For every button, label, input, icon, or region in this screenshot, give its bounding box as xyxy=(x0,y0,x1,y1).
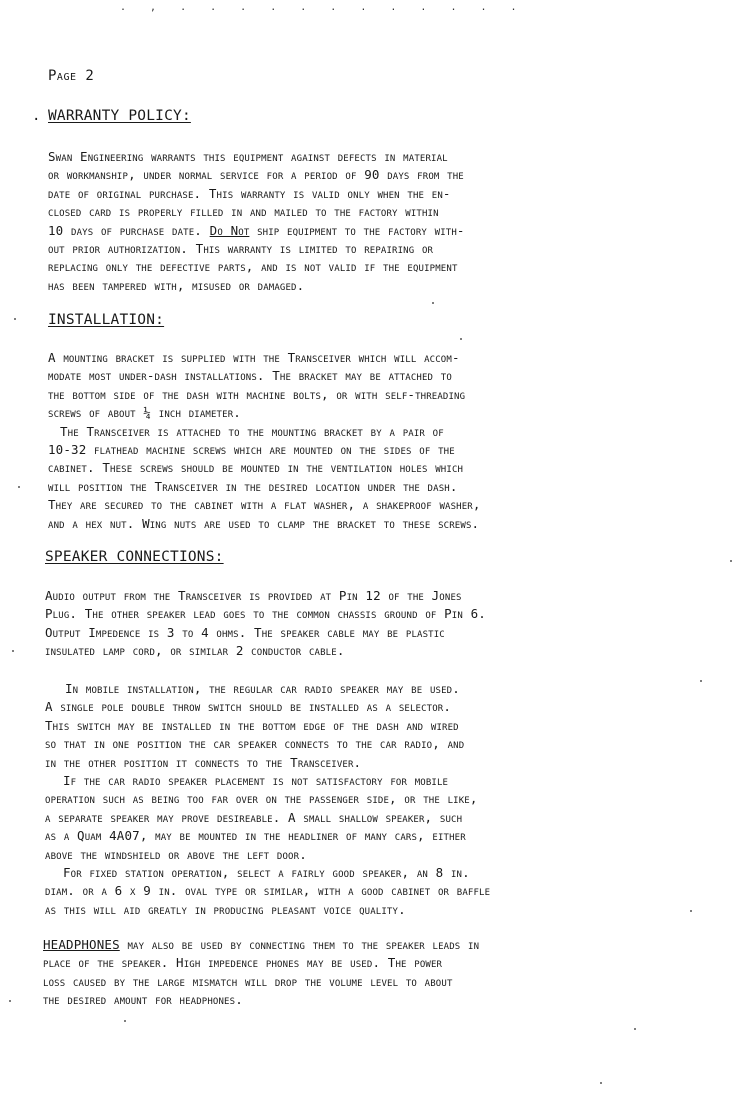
text-line: place of the speaker. High impedence phones may be used. The power xyxy=(43,955,443,971)
scan-speck xyxy=(634,1028,636,1030)
text-line: 10-32 flathead machine screws which are mounted on the sides of the xyxy=(48,441,455,457)
scan-speck xyxy=(460,338,462,340)
text-line: A mounting bracket is supplied with the Transceiver which will accom- xyxy=(48,350,460,365)
text-line: as this will aid greatly in producing pleasant voice quality. xyxy=(45,901,406,917)
speaker-paragraph-1 xyxy=(45,587,486,661)
scan-speck xyxy=(600,1082,602,1084)
text-line: or workmanship, under normal service for a period of 90 days from the xyxy=(48,167,464,183)
speaker-heading: SPEAKER CONNECTIONS: xyxy=(45,549,224,565)
installation-heading: INSTALLATION: xyxy=(48,312,165,328)
text-line: as a Quam 4A07, may be mounted in the headliner of many cars, either xyxy=(45,828,466,844)
text-line: date of original purchase. This warranty is valid only when the en- xyxy=(48,185,451,201)
text-fragment: 10 days of purchase date. xyxy=(48,222,202,238)
speaker-paragraph-3 xyxy=(43,936,479,1010)
scan-speck xyxy=(12,650,14,652)
text-line: Plug. The other speaker lead goes to the common chassis ground of Pin 6. xyxy=(45,606,486,622)
text-line: If the car radio speaker placement is not satisfactory for mobile xyxy=(63,772,449,788)
text-fragment: may also be used by connecting them to the speaker leads in xyxy=(119,937,480,952)
warranty-paragraph xyxy=(48,148,465,295)
text-line: and a hex nut. Wing nuts are used to clamp the bracket to these screws. xyxy=(48,515,480,531)
scan-speck xyxy=(18,486,20,488)
text-line: Swan Engineering warrants this equipment against defects in material xyxy=(48,149,448,164)
warranty-heading: WARRANTY POLICY: xyxy=(48,108,191,124)
text-line: insulated lamp cord, or similar 2 conductor cable. xyxy=(45,643,345,659)
text-line: They are secured to the cabinet with a flat washer, a shakeproof washer, xyxy=(48,497,481,513)
text-line: so that in one position the car speaker connects to the car radio, and xyxy=(45,736,465,752)
page-number: Page 2 xyxy=(48,68,95,84)
text-line: loss caused by the large mismatch will drop the volume level to about xyxy=(43,973,453,989)
text-line: the desired amount for headphones. xyxy=(43,992,243,1008)
text-line: Audio output from the Transceiver is provided at Pin 12 of the Jones xyxy=(45,588,462,603)
text-line: diam. or a 6 x 9 in. oval type or similar, with a good cabinet or baffle xyxy=(45,883,491,899)
text-line: Output Impedence is 3 to 4 ohms. The speaker cable may be plastic xyxy=(45,624,445,640)
text-line: in the other position it connects to the Transceiver. xyxy=(45,754,362,770)
scan-speck xyxy=(432,302,434,304)
text-line: above the windshield or above the left door. xyxy=(45,846,307,862)
text-line: modate most under-dash installations. The bracket may be attached to xyxy=(48,368,452,384)
installation-paragraph xyxy=(48,349,481,533)
margin-mark: . xyxy=(32,108,41,124)
text-line: In mobile installation, the regular car radio speaker may be used. xyxy=(65,681,460,696)
text-line: The Transceiver is attached to the mounting bracket by a pair of xyxy=(60,423,444,439)
text-line: the bottom side of the dash with machine bolts, or with self-threading xyxy=(48,386,466,402)
scan-speck xyxy=(9,1000,11,1002)
text-line xyxy=(43,936,479,954)
text-line: cabinet. These screws should be mounted in the ventilation holes which xyxy=(48,460,464,476)
text-line: has been tampered with, misused or damaged. xyxy=(48,277,305,293)
text-line: replacing only the defective parts, and is not valid if the equipment xyxy=(48,259,458,275)
text-line: a separate speaker may prove desireable. A small shallow speaker, such xyxy=(45,809,463,825)
scan-speck xyxy=(14,318,16,320)
speaker-paragraph-2 xyxy=(45,680,490,919)
scan-speck xyxy=(124,1020,126,1022)
text-line: operation such as being too far over on the passenger side, or the like, xyxy=(45,791,478,807)
headphones-emphasis: HEADPHONES xyxy=(43,937,120,952)
text-line: screws of about ¼ inch diameter. xyxy=(48,405,241,421)
text-fragment: ship equipment to the factory with- xyxy=(249,222,465,238)
text-line: A single pole double throw switch should be installed as a selector. xyxy=(45,699,452,715)
text-line: closed card is properly filled in and mailed to the factory within xyxy=(48,204,439,220)
text-line: This switch may be installed in the bottom edge of the dash and wired xyxy=(45,717,459,733)
text-line: For fixed station operation, select a fairly good speaker, an 8 in. xyxy=(63,864,470,880)
header-specks: . , . . . . . . . . . . . . xyxy=(120,2,526,13)
do-not-emphasis: Do Not xyxy=(209,222,250,238)
scan-speck xyxy=(690,910,692,912)
text-line xyxy=(48,222,465,240)
scan-speck xyxy=(700,680,702,682)
text-line: will position the Transceiver in the desired location under the dash. xyxy=(48,478,458,494)
scan-speck xyxy=(730,560,732,562)
text-line: out prior authorization. This warranty is limited to repairing or xyxy=(48,240,434,256)
